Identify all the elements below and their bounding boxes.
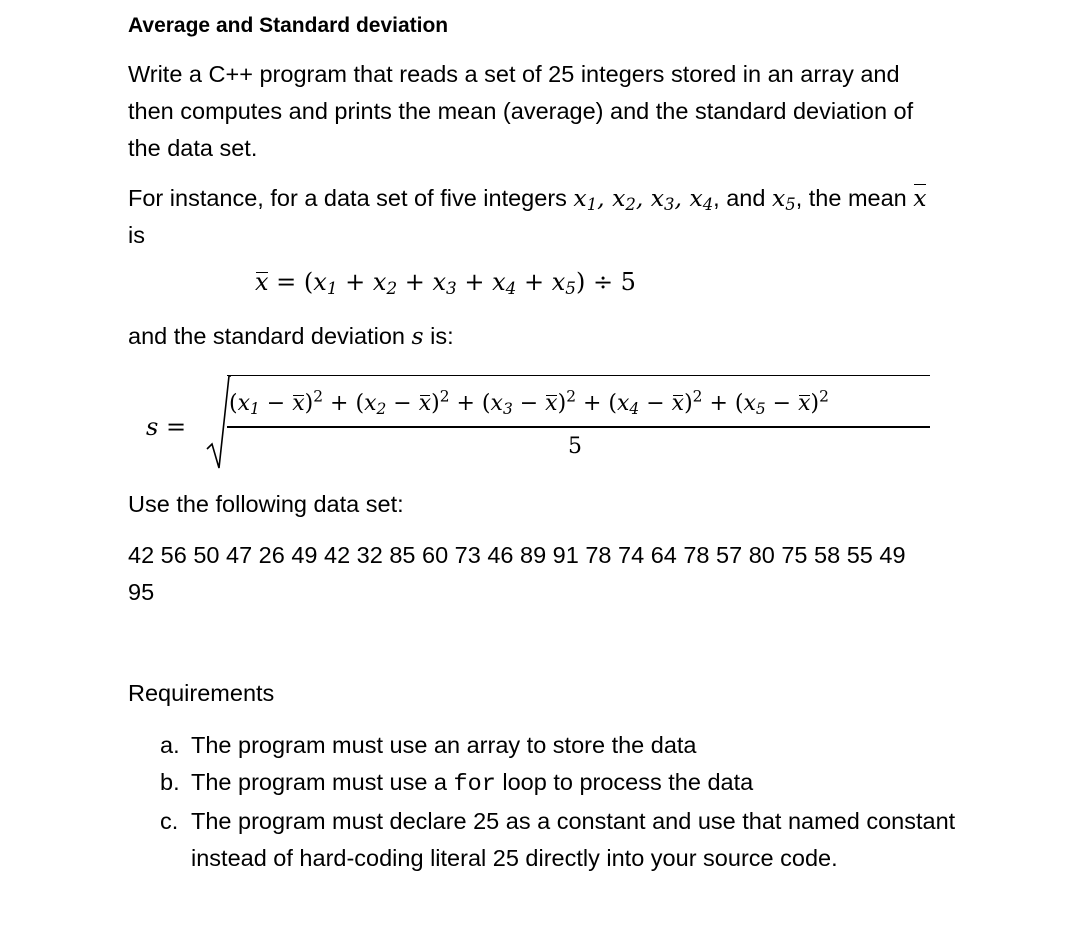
data-set-values: 42 56 50 47 26 49 42 32 85 60 73 46 89 91 78 74 64 78 57 80 75 58 55 49 95 — [128, 542, 906, 605]
instance-text-b: , and — [713, 185, 772, 211]
requirement-item — [160, 764, 960, 803]
requirements-heading: Requirements — [128, 680, 275, 706]
std-intro-after: is: — [423, 323, 454, 349]
instance-text-d: is — [128, 222, 145, 248]
instance-text-c: , the mean — [795, 185, 914, 211]
mean-equation: $x = (x_1 + x_2 + x_3 + x_4 + x_5) \div 5$ — [255, 268, 636, 299]
instance-text-a: For instance, for a data set of five integers — [128, 185, 574, 211]
requirement-item — [160, 803, 960, 877]
equation-text-std — [0, 0, 1, 1]
std-intro-paragraph — [128, 318, 928, 355]
document-title: Average and Standard deviation — [128, 14, 449, 37]
std-denominator: 5 — [568, 434, 582, 459]
std-intro-before: and the standard deviation — [128, 323, 412, 349]
fraction-bar — [227, 426, 930, 428]
requirement-text-pre: The program must use a — [191, 769, 454, 795]
intro-paragraph: Write a C++ program that reads a set of 25 integers stored in an array and then computes and prints the mean (average) and the standard deviation of the data set. — [128, 61, 914, 161]
std-var: s — [411, 322, 424, 350]
use-following-label: Use the following data set: — [128, 491, 404, 517]
requirement-text-post: loop to process the data — [495, 769, 754, 795]
requirement-text: The program must use an array to store the data — [191, 732, 697, 758]
var-list: $x_1$, $x_2$, $x_3$, $x_4$ — [573, 184, 714, 215]
var-xbar: x — [913, 184, 926, 212]
var-x5: $x_5$ — [771, 184, 796, 215]
sqrt-overbar — [227, 375, 930, 376]
std-numerator: $(x_1 - x)^2 + (x_2 - x)^2 + (x_3 - x)^2 + (x_4 - x)^2 + (x_5 - x)^2$ — [229, 387, 829, 418]
equation-text-mean — [0, 0, 1, 1]
instance-paragraph — [128, 180, 928, 254]
requirement-item — [160, 727, 960, 764]
sqrt-radical-icon — [205, 372, 231, 472]
requirement-marker: a. — [160, 732, 180, 758]
requirement-marker: b. — [160, 769, 180, 795]
requirement-code: for — [453, 771, 496, 798]
requirements-list — [160, 727, 960, 877]
std-equation-lhs: s = — [146, 413, 187, 441]
requirement-marker: c. — [160, 808, 179, 834]
requirement-text: The program must declare 25 as a constant and use that named constant instead of hard-coding literal 25 directly into your source code. — [191, 808, 956, 871]
